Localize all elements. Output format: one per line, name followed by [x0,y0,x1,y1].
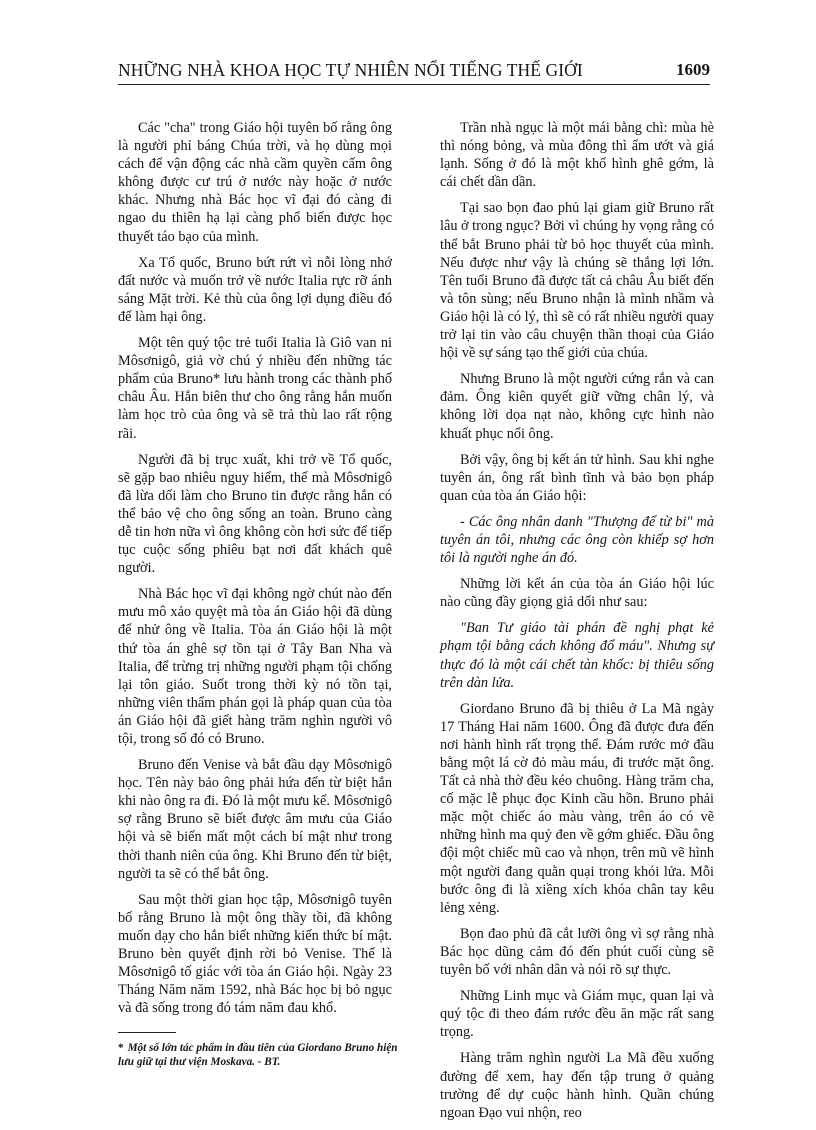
header-rule [118,84,710,85]
footnote-text: Một số lớn tác phẩm in đầu tiên của Giordano Bruno hiện lưu giữ tại thư viện Moskava. - BT. [118,1042,398,1068]
paragraph: Những lời kết án của tòa án Giáo hội lúc nào cũng đầy giọng giả dối như sau: [440,576,714,611]
running-title: NHỮNG NHÀ KHOA HỌC TỰ NHIÊN NỔI TIẾNG THẾ GIỚI [118,60,583,80]
footnote-rule [118,1032,176,1033]
paragraph: Bọn đao phủ đã cắt lưỡi ông vì sợ rằng nhà Bác học dũng cảm đó đến phút cuối cùng sẽ tuyên bố với nhân dân và nói rõ sự thực. [440,925,714,979]
page-number: 1609 [676,60,710,79]
paragraph: Các "cha" trong Giáo hội tuyên bố rằng ông là người phỉ báng Chúa trời, và họ dùng mọi cách để vận động các nhà cầm quyền cấm ông không được cư trú ở nước này hoặc ở nước khác. Nhưng nhà Bác học vĩ đại đó càng đi ngao du thiên hạ lại càng phổ biến được học thuyết táo bạo của mình. [118,120,392,245]
paragraph: Bởi vậy, ông bị kết án tử hình. Sau khi nghe tuyên án, ông rất bình tĩnh và bảo bọn pháp quan của tòa án Giáo hội: [440,451,714,504]
paragraph: Hàng trăm nghìn người La Mã đều xuống đường để xem, hay đến tập trung ở quảng trường để dự cuộc hành hình. Quần chúng ngoan Đạo vui nhộn, reo [440,1050,714,1121]
paragraph: Giordano Bruno đã bị thiêu ở La Mã ngày 17 Tháng Hai năm 1600. Ông đã được đưa đến nơi hành hình rất trọng thể. Đám rước mở đầu bằng một lá cờ đỏ màu máu, đi trước mặt ông. Tất cả nhà thờ đều kéo chuông. Hàng trăm cha, cố mặc lễ phục đọc Kinh cầu hồn. Bruno phải mặc một chiếc áo màu vàng, trên áo có vẽ những hình ma quỷ đen về gớm ghiếc. Đầu ông đội một chiếc mũ cao và nhọn, trên mũ vẽ hình một người đang quằn quại trong khói lửa. Mỗi bước ông đi là xiềng xích khóa chân tay kêu lẻng xẻng. [440,700,714,916]
paragraph: Nhà Bác học vĩ đại không ngờ chút nào đến mưu mô xảo quyệt mà tòa án Giáo hội đã dùng để nhử ông về Italia. Tòa án Giáo hội là một thứ tòa án ghê sợ tồn tại ở Tây Ban Nha và Italia, để trừng trị những người phạm tội chống lại tôn giáo. Suốt trong thời kỳ nó tồn tại, những viên thẩm phán gọi là pháp quan của tòa án Giáo hội đã giết hàng trăm nghìn người vô tội, trong số đó có Bruno. [118,586,392,747]
paragraph: Người đã bị trục xuất, khi trở về Tổ quốc, sẽ gặp bao nhiêu nguy hiểm, thế mà Môsơnigô đã lừa dối làm cho Bruno tin được rằng hắn có thể bảo vệ cho ông sống an toàn. Bruno càng dễ tin hơn nữa vì ông không còn hơi sức để tiếp tục cuộc sống phiêu bạt nơi đất khách quê người. [118,451,392,577]
paragraph: Một tên quý tộc trẻ tuổi Italia là Giô van ni Môsơnigô, giả vờ chú ý nhiều đến những tác phẩm của Bruno* lưu hành trong các thành phố châu Âu. Hắn biên thư cho ông rằng hắn muốn làm học trò của ông và sẽ trả thù lao rất rộng rãi. [118,335,392,442]
footnote-mark: * [118,1042,124,1054]
paragraph: Trần nhà ngục là một mái bằng chì: mùa hè thì nóng bỏng, và mùa đông thì ẩm ướt và giá lạnh. Sống ở đó là một khổ hình ghê gớm, là cái chết dần dần. [440,120,714,191]
quoted-speech: - Các ông nhân danh "Thượng đế từ bi" mà tuyên án tôi, nhưng các ông còn khiếp sợ hơn tôi là người nghe án đó. [440,513,714,567]
paragraph: Bruno đến Venise và bắt đầu dạy Môsơnigô học. Tên này bảo ông phải hứa đến từ biệt hắn khi nào ông ra đi. Đó là một mưu kế. Môsơnigô sợ rằng Bruno sẽ biết được âm mưu của Giáo hội và sẽ biến mất một cách bí mật như trong thời thanh niên của ông. Khi Bruno đến từ biệt, người ta sẽ có thể bắt ông. [118,757,392,882]
paragraph: Xa Tổ quốc, Bruno bứt rứt vì nỗi lòng nhớ đất nước và muốn trở về nước Italia rực rỡ ánh sáng Mặt trời. Kẻ thù của ông lợi dụng điều đó để làm hại ông. [118,254,392,325]
right-column [440,119,714,1130]
running-header [118,56,710,86]
paragraph: Nhưng Bruno là một người cứng rắn và can đảm. Ông kiên quyết giữ vững chân lý, và không lời dọa nạt nào, không cực hình nào khuất phục nổi ông. [440,371,714,442]
paragraph: Tại sao bọn đao phủ lại giam giữ Bruno rất lâu ở trong ngục? Bởi vì chúng hy vọng rằng có thể bắt Bruno phải từ bỏ học thuyết của mình. Nếu được như vậy là chúng sẽ thắng lợi lớn. Tên tuổi Bruno đã được tất cả châu Âu biết đến và tôn sùng; nếu Bruno nhận là mình nhầm và Giáo hội là có lý, thì sẽ có rất nhiều người quay trở lại tin vào câu chuyện thần thoại của Giáo hội về sự sáng tạo thế giới của chúa. [440,200,715,362]
paragraph: Những Linh mục và Giám mục, quan lại và quý tộc đi theo đám rước đều ăn mặc rất sang trọng. [440,988,714,1041]
footnote [118,1041,408,1069]
paragraph: Sau một thời gian học tập, Môsơnigô tuyên bố rằng Bruno là một ông thầy tồi, đã không muốn dạy cho hắn biết những kiến thức bí mật. Bruno bèn quyết định rời bỏ Venise. Thế là Môsơnigô tố giác với tòa án Giáo hội. Ngày 23 Tháng Năm năm 1592, nhà Bác học bị bỏ ngục và đã sống trong đó tám năm đau khổ. [118,891,392,1017]
left-column [118,119,392,1025]
verdict-quote: "Ban Tư giáo tài phán đề nghị phạt kẻ phạm tội bằng cách không đổ máu". Nhưng sự thực đó là một cái chết tàn khốc: bị thiêu sống trên dàn lửa. [440,620,714,691]
